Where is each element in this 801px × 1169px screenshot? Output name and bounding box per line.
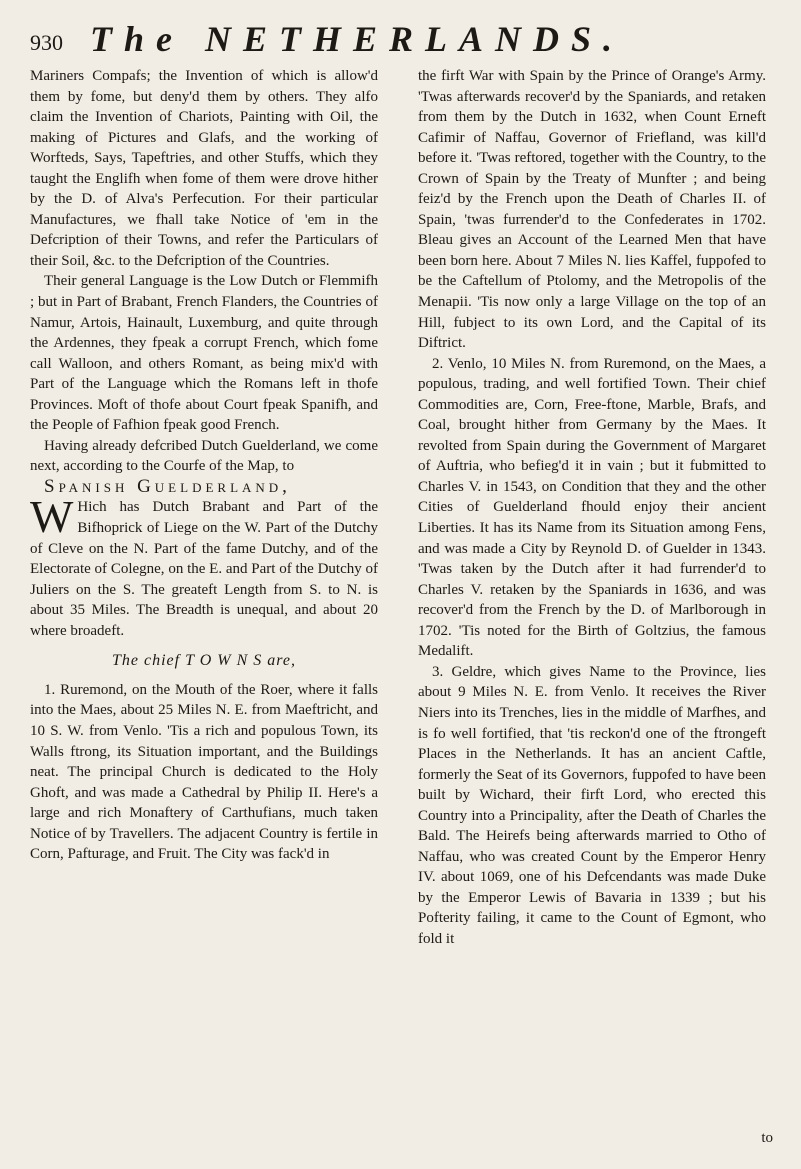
paragraph bbox=[30, 491, 378, 641]
paragraph: 3. Geldre, which gives Name to the Province, lies about 9 Miles N. E. from Venlo. It receives the River Niers into its Trenches, lies in the middle of Marfhes, and is fo well fortified, that 'tis reckon'd one of the ftrongeft Places in the Netherlands. It has an ancient Caftle, formerly the Seat of its Governors, fuppofed to have been built by Wichard, their firft Lord, who erected this Country into a Principality, after the Death of Charles the Bald. The Heirefs being afterwards married to Otho of Naffau, who was created Count by the Emperor Henry IV. about 1069, one of his Defcendants was made Duke by the Emperor Lewis of Bavaria in 1339 ; but his Pofterity failing, it came to the Count of Egmont, who fold it bbox=[418, 663, 766, 947]
section-heading: Spanish Guelderland, bbox=[44, 475, 291, 497]
drop-cap: W bbox=[30, 491, 74, 543]
paragraph: Their general Language is the Low Dutch or Flemmifh ; but in Part of Brabant, French Flanders, the Countries of Namur, Artois, Hainault, Luxemburg, and quite through the Ardennes, they fpeak a corrupt French, which fome call Walloon, and others Romant, as being mix'd with Part of the Language which the Romans left in thofe Provinces. Moft of thofe about Court fpeak Spanifh, and the People of Fafhion fpeak good French. bbox=[30, 273, 378, 434]
paragraph: 2. Venlo, 10 Miles N. from Ruremond, on the Maes, a populous, trading, and well fortified Town. Their chief Commodities are, Corn, Free-ftone, Marble, Brafs, and Coal, brought hither from Germany by the Maes. It revolted from Spain during the Government of Margaret of Auftria, who befieg'd it in vain ; but it fubmitted to Charles V. in 1543, on Condition that they and the other Cities of Guelderland fhould enjoy their ancient Liberties. It has its Name from its Situation among Fens, and was made a City by Reynold D. of Guelder in 1343. 'Twas taken by the Dutch after it had furrender'd to Charles V. retaken by the Spaniards in 1636, and was recover'd from the French by the D. of Marlborough in 1702. 'Tis noted for the Birth of Goltzius, the famous Medalift. bbox=[418, 355, 766, 660]
paragraph: Having already defcribed Dutch Guelderland, we come next, according to the Courfe of the Map, to bbox=[30, 437, 378, 475]
subheading: The chief T O W N S are, bbox=[112, 652, 296, 670]
page-header bbox=[30, 16, 780, 60]
paragraph: Mariners Compafs; the Invention of which is allow'd them by fome, but deny'd them by others. They alfo claim the Invention of Chariots, Painting with Oil, the making of Pictures and Glafs, and the working of Worfteds, Says, Tapeftries, and other Stuffs, which they taught the Englifh when fome of them were drove hither by the D. of Alva's Perfecution. For their particular Manufactures, we fhall take Notice of 'em in the Defcription of their Towns, and refer the Particulars of their Soil, &c. to the Defcription of the Countries. bbox=[30, 68, 378, 269]
catchword: to bbox=[761, 1130, 773, 1146]
running-title: The NETHERLANDS. bbox=[90, 19, 625, 59]
paragraph: the firft War with Spain by the Prince of Orange's Army. 'Twas afterwards recover'd by the Spaniards, and retaken from them by the Dutch in 1632, when Count Erneft Cafimir of Naffau, Governor of Friefland, was kill'd before it. 'Twas reftored, together with the Country, to the Crown of Spain by the Treaty of Munfter ; and being feiz'd by the French upon the Death of Charles II. of Spain, 'twas furrender'd to the Confederates in 1702. Bleau gives an Account of the Learned Men that have been born here. About 7 Miles N. lies Kaffel, fuppofed to be the Caftellum of Ptolomy, and the Metropolis of the Menapii. 'Tis now only a large Village on the top of an Hill, fubject to its own Lord, and the Capital of its Diftrict. bbox=[418, 68, 766, 352]
page-number: 930 bbox=[30, 30, 63, 55]
paragraph: 1. Ruremond, on the Mouth of the Roer, where it falls into the Maes, about 25 Miles N. E. from Maeftricht, and 10 S. W. from Venlo. 'Tis a rich and populous Town, its Walls ftrong, its Situation important, and the Buildings neat. The principal Church is dedicated to the Holy Ghoft, and was made a Cathedral by Philip II. Here's a large and rich Monaftery of Carthufians, much taken Notice of by Travellers. The adjacent Country is fertile in Corn, Pafturage, and Fruit. The City was fack'd in bbox=[30, 681, 378, 863]
left-column bbox=[30, 66, 378, 865]
paragraph-text: Hich has Dutch Brabant and Part of the Bifhoprick of Liege on the W. Part of the Dutchy of Cleve on the N. Part of the fame Dutchy, and of the Electorate of Colegne, on the E. and Part of the Dutchy of Juliers on the S. The greateft Length from S. to N. is about 35 Miles. The Breadth is unequal, and about 20 where broadeft. bbox=[30, 499, 378, 639]
right-column bbox=[418, 66, 766, 950]
